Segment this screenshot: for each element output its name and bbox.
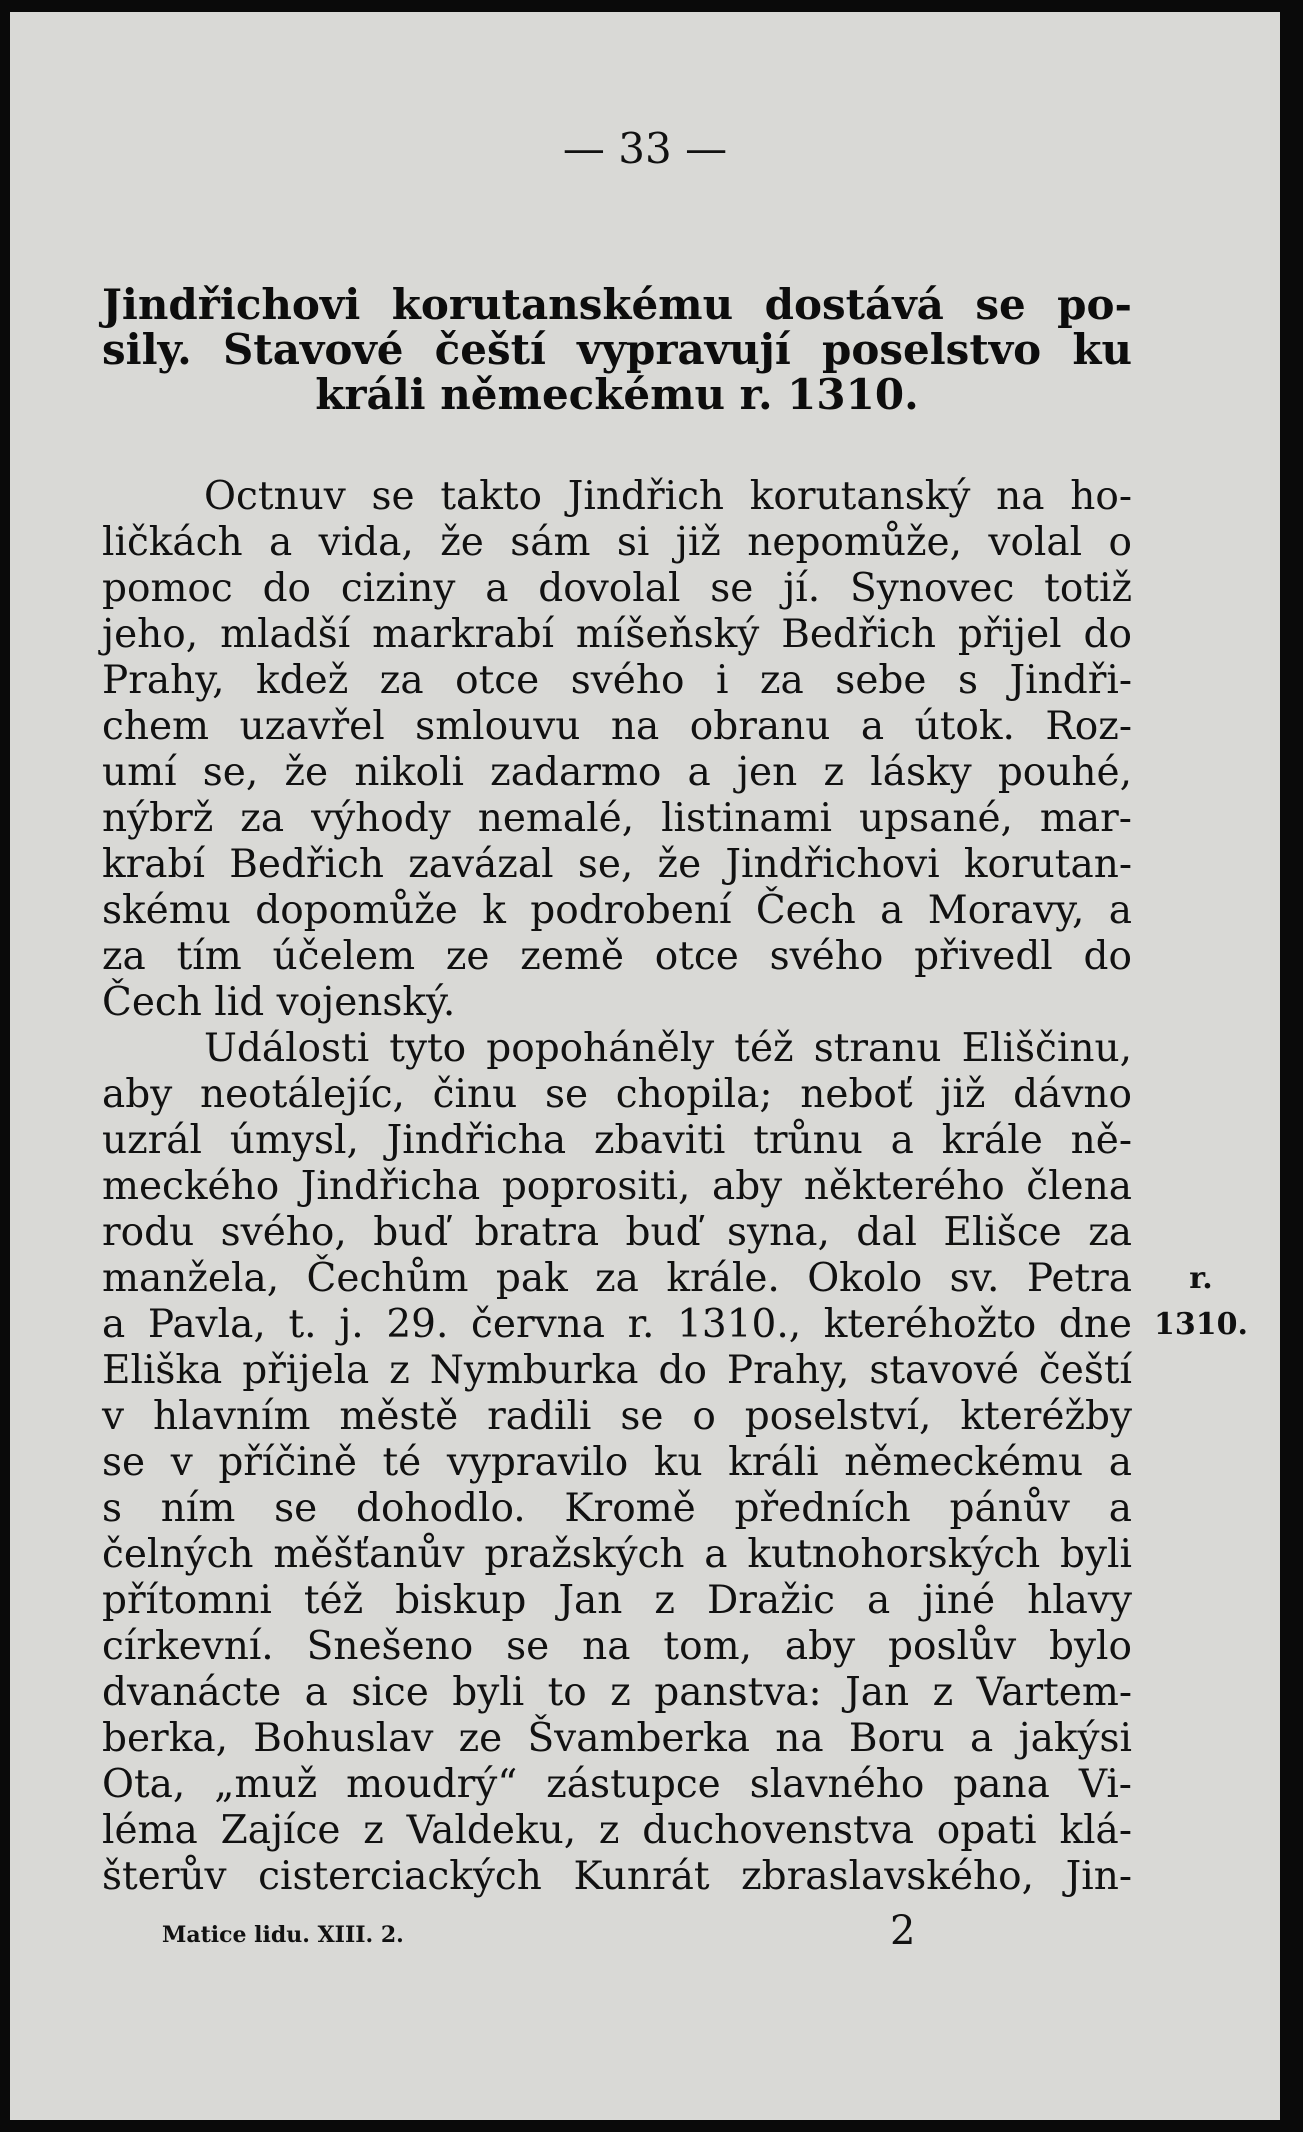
text-line: manžela, Čechům pak za krále. Okolo sv. Petra xyxy=(102,1256,1132,1301)
text-line: uzrál úmysl, Jindřicha zbaviti trůnu a krále ně- xyxy=(102,1118,1132,1163)
text-line: chem uzavřel smlouvu na obranu a útok. Roz- xyxy=(102,704,1132,749)
text-line: se v příčině té vypravilo ku králi německému a xyxy=(102,1440,1132,1485)
heading-line: králi německému r. 1310. xyxy=(315,370,919,419)
text-line: v hlavním městě radili se o poselství, kteréžby xyxy=(102,1394,1132,1439)
text-line: umí se, že nikoli zadarmo a jen z lásky pouhé, xyxy=(102,750,1132,795)
text-line: rodu svého, buď bratra buď syna, dal Elišce za xyxy=(102,1210,1132,1255)
text-line: čelných měšťanův pražských a kutnohorských byli xyxy=(102,1532,1132,1577)
page-number: — 33 — xyxy=(562,124,728,173)
text-line: za tím účelem ze země otce svého přivedl do xyxy=(102,934,1132,979)
margin-note-year-prefix: r. xyxy=(1189,1261,1213,1296)
margin-note-year: 1310. xyxy=(1154,1307,1248,1342)
text-line: Octnuv se takto Jindřich korutanský na ho- xyxy=(204,474,1132,519)
text-line: aby neotálejíc, činu se chopila; neboť již dávno xyxy=(102,1072,1132,1117)
text-line: přítomni též biskup Jan z Dražic a jiné hlavy xyxy=(102,1578,1132,1623)
heading-line: sily. Stavové čeští vypravují poselstvo ku xyxy=(102,325,1132,374)
text-line: Prahy, kdež za otce svého i za sebe s Jindři- xyxy=(102,658,1132,703)
book-page xyxy=(10,12,1280,2120)
text-line: krabí Bedřich zavázal se, že Jindřichovi korutan- xyxy=(102,842,1132,887)
text-line: léma Zajíce z Valdeku, z duchovenstva opati klá- xyxy=(102,1808,1132,1853)
text-line: jeho, mladší markrabí míšeňský Bedřich přijel do xyxy=(102,612,1132,657)
heading-line: Jindřichovi korutanskému dostává se po- xyxy=(102,280,1132,329)
text-line: nýbrž za výhody nemalé, listinami upsané, mar- xyxy=(102,796,1132,841)
text-line: Čech lid vojenský. xyxy=(102,980,456,1025)
body-text xyxy=(102,474,1132,1900)
text-line: ličkách a vida, že sám si již nepomůže, volal o xyxy=(102,520,1132,565)
text-line: skému dopomůže k podrobení Čech a Moravy, a xyxy=(102,888,1132,933)
text-line: meckého Jindřicha poprositi, aby některého člena xyxy=(102,1164,1132,1209)
text-line: a Pavla, t. j. 29. června r. 1310., kteréhožto dne xyxy=(102,1302,1132,1347)
text-line: dvanácte a sice byli to z panstva: Jan z Vartem- xyxy=(102,1670,1132,1715)
chapter-heading xyxy=(102,282,1132,417)
text-line: pomoc do ciziny a dovolal se jí. Synovec totiž xyxy=(102,566,1132,611)
footer-signature: Matice lidu. XIII. 2. xyxy=(162,1922,404,1948)
text-line: církevní. Snešeno se na tom, aby poslův bylo xyxy=(102,1624,1132,1669)
text-line: šterův cisterciackých Kunrát zbraslavského, Jin- xyxy=(102,1854,1132,1899)
sheet-number: 2 xyxy=(890,1908,916,1954)
text-line: berka, Bohuslav ze Švamberka na Boru a jakýsi xyxy=(102,1716,1132,1761)
text-line: Události tyto popoháněly též stranu Eliščinu, xyxy=(204,1026,1132,1071)
text-line: Ota, „muž moudrý“ zástupce slavného pana Vi- xyxy=(102,1762,1132,1807)
text-line: s ním se dohodlo. Kromě předních pánův a xyxy=(102,1486,1132,1531)
text-line: Eliška přijela z Nymburka do Prahy, stavové čeští xyxy=(102,1348,1132,1393)
